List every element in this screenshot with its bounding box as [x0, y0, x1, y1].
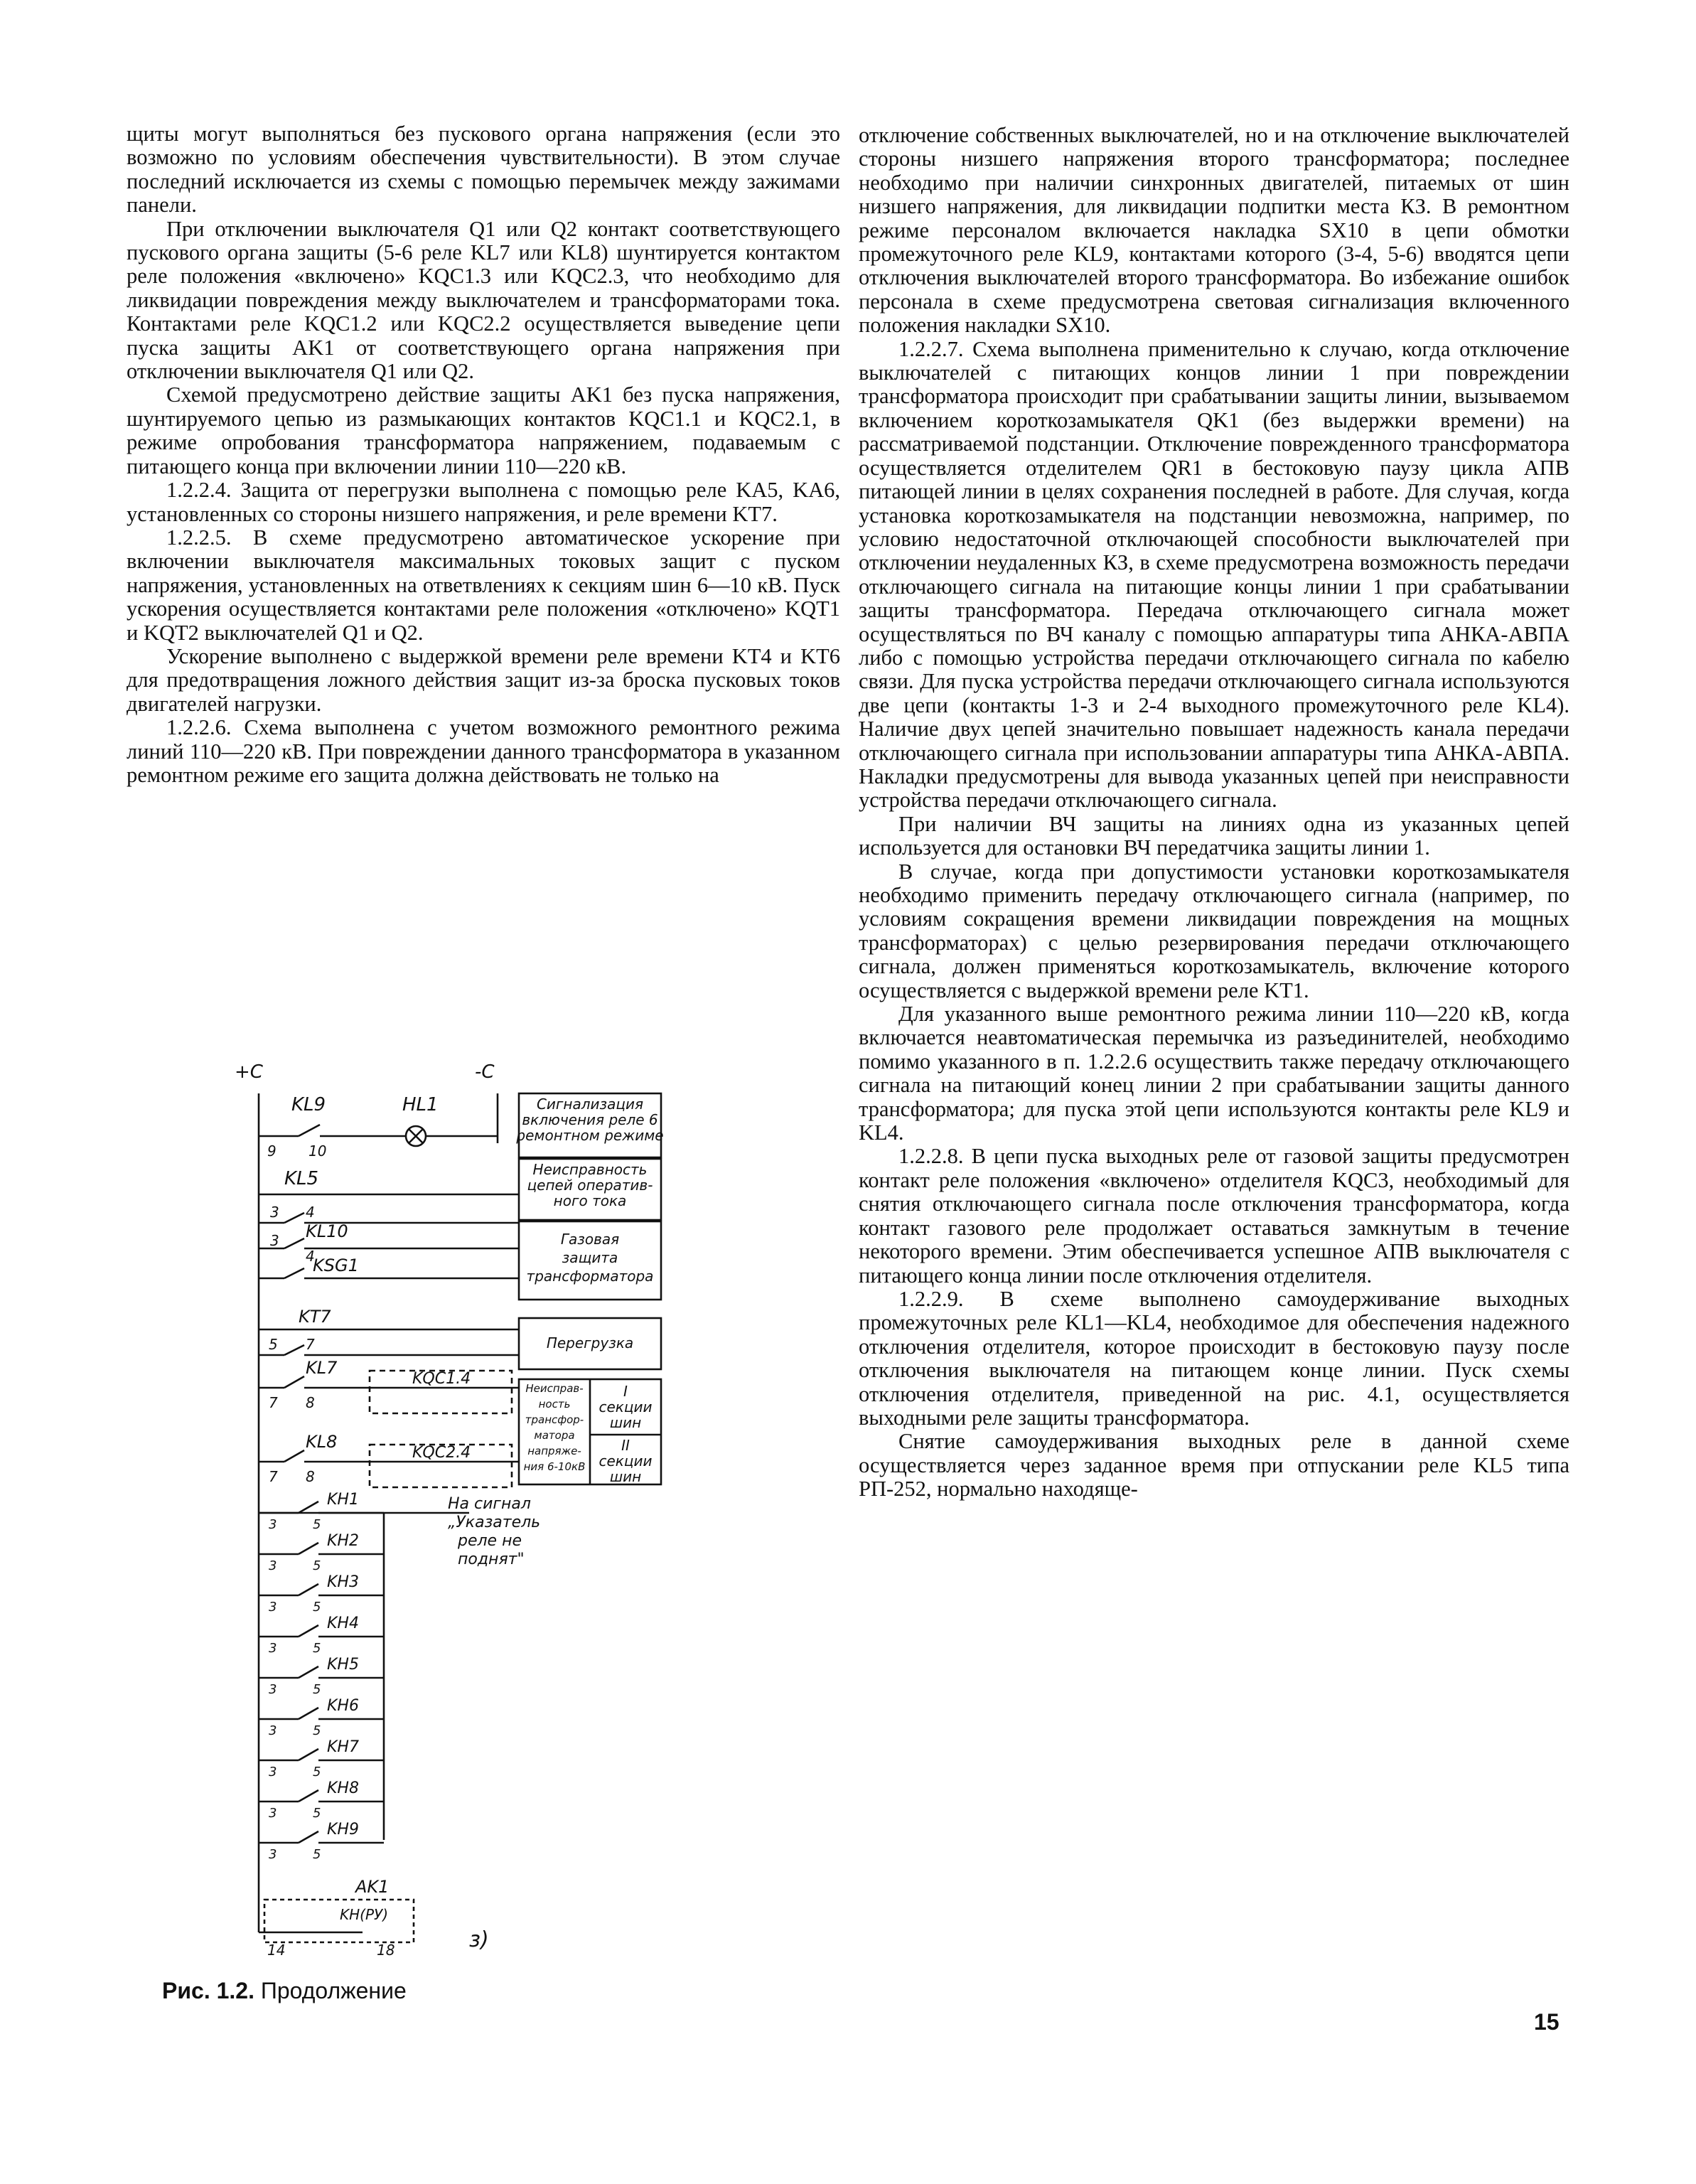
caption-text: Продолжение	[260, 1978, 407, 2003]
box3-line: Газовая	[560, 1231, 620, 1248]
kh-relay-label: KH3	[327, 1573, 359, 1591]
right-column-paragraph: Для указанного выше ремонтного режима линии 110—220 кВ, когда включается неавтоматическая перемычка из разъединителей, необходимо помимо указанного в п. 1.2.2.6 осуществить также передачу отключающего сигнала на питающий конец линии 2 при срабатывании защиты данного трансформатора; для пуска этой цепи используются контакты реле KL9 и KL4.	[859, 1002, 1569, 1145]
note-line-4: поднят"	[458, 1551, 525, 1568]
box4-line: Перегрузка	[546, 1334, 634, 1351]
kh-relay-label: KH1	[327, 1491, 359, 1509]
right-text-column	[859, 124, 1569, 1502]
kl8-terminal-1: 7	[269, 1468, 278, 1485]
kh-terminal-1: 3	[269, 1723, 277, 1738]
kl7-label: KL7	[306, 1358, 338, 1378]
kh-relay-label: KH5	[327, 1656, 359, 1674]
right-column-paragraph: 1.2.2.7. Схема выполнена применительно к случаю, когда отключение выключателей с питающих концов линии 1 при повреждении трансформатора происходит при срабатывании защиты линии, вызываемом включением короткозамыкателя QK1 (без выдержки времени) на рассматриваемой подстанции. Отключение поврежденного трансформатора осуществляется отделителем QR1 в бестоковую паузу цикла АПВ питающей линии в целях сохранения последней в работе. Для случая, когда установка короткозамыкателя на подстанции невозможна, например, по условию недостаточной отключающей способности выключателей при отключении неудаленных КЗ, в схеме предусмотрена возможность передачи отключающего сигнала на питающие концы линии 1 при срабатывании защиты трансформатора. Передача отключающего сигнала может осуществляться по ВЧ каналу с помощью аппаратуры типа АНКА-АВПА либо с помощью устройства передачи отключающего сигнала по кабелю связи. Для пуска устройства передачи отключающего сигнала используются две цепи (контакты 1-3 и 2-4 выходного промежуточного реле KL4). Наличие двух цепей значительно повышает надежность канала передачи отключающего сигнала при использовании аппаратуры типа АНКА-АВПА. Накладки предусмотрены для вывода указанных цепей при неисправности устройства передачи отключающего сигнала.	[859, 336, 1569, 813]
kl10-terminal-2: 4	[306, 1248, 315, 1265]
box5-line: напряже-	[527, 1445, 581, 1457]
kl8-label: KL8	[306, 1432, 338, 1452]
box5-line: Неисправ-	[525, 1382, 584, 1395]
kh-terminal-2: 5	[313, 1558, 321, 1573]
right-column-paragraph: В случае, когда при допустимости установки короткозамыкателя необходимо применить передачу отключающего сигнала (например, по условиям сокращения времени ликвидации повреждения на мощных трансформаторах) с целью резервирования передачи отключающего сигнала, должен применяться короткозамыкатель, включение которого осуществляется с выдержкой времени реле KT1.	[859, 859, 1569, 1002]
sub-figure-label: з)	[469, 1927, 489, 1952]
box2-line: ного тока	[553, 1192, 627, 1209]
kl9-terminal-2: 10	[308, 1142, 327, 1160]
left-column-paragraph: Схемой предусмотрено действие защиты AK1 без пуска напряжения, шунтируемого цепью из размыкающих контактов KQC1.1 и KQC2.1, в режиме опробования трансформатора напряжением, подаваемым с питающего конца при включении линии 110—220 кВ.	[127, 382, 840, 478]
kl9-label: KL9	[291, 1094, 326, 1115]
kh-terminal-1: 3	[269, 1558, 277, 1573]
kt7-label: KT7	[299, 1307, 331, 1327]
kh-terminal-1: 3	[269, 1600, 277, 1615]
box1-line: Сигнализация	[536, 1096, 644, 1113]
box7-line: секции	[599, 1452, 653, 1470]
right-column-paragraph: 1.2.2.9. В схеме выполнено самоудерживание выходных промежуточных реле KL1—KL4, необходимое для обеспечения надежного отключения отделителя, которое происходит в бестоковую паузу после отключения выключателя на питающем конце линии. Пуск схемы отключения отделителя, приведенной на рис. 4.1, осуществляется выходными реле защиты трансформатора.	[859, 1286, 1569, 1430]
left-column-paragraph: Ускорение выполнено с выдержкой времени реле времени KT4 и KT6 для предотвращения ложного действия защит из-за броска пусковых токов двигателей нагрузки.	[127, 643, 840, 716]
kh-relay-label: KH6	[327, 1697, 359, 1715]
kh-terminal-1: 3	[269, 1682, 277, 1697]
kh-terminal-2: 5	[313, 1682, 321, 1697]
kt7-terminal-2: 7	[306, 1336, 315, 1353]
kl5-terminal-2: 4	[306, 1204, 315, 1221]
box1-line: включения реле 6	[522, 1111, 658, 1128]
left-column-paragraph: 1.2.2.5. В схеме предусмотрено автоматическое ускорение при включении выключателя максимальных токовых защит с пуском напряжения, установленных на ответвлениях к секциям шин 6—10 кВ. Пуск ускорения осуществляется контактами реле положения «отключено» KQT1 и KQT2 выключателей Q1 и Q2.	[127, 525, 840, 645]
box5-line: ния 6-10кВ	[523, 1460, 586, 1473]
box3-line: защита	[562, 1249, 618, 1266]
kh-terminal-2: 5	[313, 1847, 321, 1862]
box6-line: секции	[599, 1398, 653, 1415]
box2-line: цепей оператив-	[527, 1177, 653, 1194]
kh-relay-label: KH9	[327, 1821, 359, 1838]
note-line-3: реле не	[458, 1532, 522, 1550]
note-line-1: На сигнал	[448, 1495, 531, 1513]
kl7-terminal-1: 7	[269, 1394, 278, 1411]
kl5-label: KL5	[284, 1168, 319, 1189]
box2-line: Неисправность	[532, 1161, 648, 1178]
kh-terminal-2: 5	[313, 1517, 321, 1532]
right-column-paragraph: отключение собственных выключателей, но и на отключение выключателей стороны низшего напряжения второго трансформатора; последнее необходимо при наличии синхронных двигателей, питаемых от шин низшего напряжения, для ликвидации подпитки места КЗ. В ремонтном режиме персоналом включается накладка SX10 в цепи обмотки промежуточного реле KL9, контактами которого (3-4, 5-6) вводятся цепи отключения выключателей второго трансформатора. Во избежание ошибок персонала в схеме предусмотрена световая сигнализация включенного положения накладки SX10.	[859, 123, 1569, 338]
box5-line: матора	[534, 1429, 575, 1442]
kh-terminal-2: 5	[313, 1765, 321, 1779]
kh-terminal-1: 3	[269, 1517, 277, 1532]
caption-prefix: Рис. 1.2.	[162, 1978, 254, 2003]
hl1-label: HL1	[402, 1094, 439, 1115]
kh-terminal-2: 5	[313, 1723, 321, 1738]
figure-caption	[162, 1978, 407, 2004]
kh-ru-label: KH(РУ)	[340, 1906, 389, 1923]
kl5-terminal-1: 3	[270, 1204, 279, 1221]
right-column-paragraph: 1.2.2.8. В цепи пуска выходных реле от газовой защиты предусмотрен контакт реле положения «включено» отделителя KQC3, необходимый для снятия отключающего сигнала после отключения трансформатора, когда контакт газового реле продолжает оставаться замкнутым в течение некоторого времени. Этим обеспечивается успешное АПВ выключателя с питающего конца линии после отключения отделителя.	[859, 1144, 1569, 1288]
left-column-paragraph: При отключении выключателя Q1 или Q2 контакт соответствующего пускового органа защиты (5-6 реле KL7 или KL8) шунтируется контактом реле положения «включено» KQC1.3 или KQC2.3, что необходимо для ликвидации повреждения между выключателем и трансформаторами тока. Контактами реле KQC1.2 или KQC2.2 осуществляется выведение цепи пуска защиты AK1 от соответствующего органа напряжения при отключении выключателя Q1 или Q2.	[127, 216, 840, 384]
box6-line: шин	[609, 1414, 642, 1431]
kt7-terminal-1: 5	[269, 1336, 278, 1353]
box1-line: ремонтном режиме	[516, 1127, 664, 1144]
box5-line: трансфор-	[525, 1413, 584, 1426]
kqc24-label: KQC2.4	[412, 1444, 471, 1462]
kl8-terminal-2: 8	[306, 1468, 315, 1485]
kh-relay-label: KH8	[327, 1779, 359, 1797]
minus-bus-label: -C	[475, 1061, 495, 1083]
box7-line: шин	[609, 1468, 642, 1485]
kh-terminal-2: 5	[313, 1806, 321, 1821]
kh-terminal-1: 3	[269, 1765, 277, 1779]
left-text-column	[127, 122, 840, 787]
page-number: 15	[1534, 2009, 1560, 2035]
kl10-label: KL10	[306, 1221, 348, 1241]
kh-terminal-1: 3	[269, 1847, 277, 1862]
left-column-paragraph: 1.2.2.6. Схема выполнена с учетом возможного ремонтного режима линий 110—220 кВ. При повреждении данного трансформатора в указанном ремонтном режиме его защита должна действовать не только на	[127, 715, 840, 787]
plus-bus-label: +C	[235, 1061, 263, 1083]
kh-terminal-2: 5	[313, 1600, 321, 1615]
box5-line: ность	[538, 1398, 571, 1410]
left-column-paragraph: щиты могут выполняться без пускового органа напряжения (если это возможно по условиям обеспечения чувствительности). В этом случае последний исключается из схемы с помощью перемычек между зажимами панели.	[127, 122, 840, 218]
box7-line: II	[621, 1437, 630, 1454]
kl7-terminal-2: 8	[306, 1394, 315, 1411]
kh-terminal-1: 3	[269, 1806, 277, 1821]
kh-terminal-2: 5	[313, 1641, 321, 1656]
relay-circuit-diagram	[235, 1058, 746, 1975]
kh-relay-label: KH4	[327, 1615, 359, 1632]
ksg1-label: KSG1	[313, 1256, 359, 1275]
ak1-terminal-1: 14	[267, 1942, 286, 1959]
right-column-paragraph: При наличии ВЧ защиты на линиях одна из указанных цепей используется для остановки ВЧ передатчика защиты линии 1.	[859, 811, 1569, 860]
kh-relay-label: KH2	[327, 1532, 359, 1550]
kl9-terminal-1: 9	[267, 1142, 277, 1160]
kl10-terminal-1: 3	[270, 1232, 279, 1249]
ak1-terminal-2: 18	[377, 1942, 395, 1959]
right-column-paragraph: Снятие самоудерживания выходных реле в данной схеме осуществляется через заданное время при отпускании реле KL5 типа РП-252, нормально находяще-	[859, 1429, 1569, 1502]
kqc14-label: KQC1.4	[412, 1370, 471, 1388]
ak1-label: AK1	[355, 1877, 390, 1897]
left-column-paragraph: 1.2.2.4. Защита от перегрузки выполнена с помощью реле KA5, KA6, установленных со стороны низшего напряжения, и реле времени KT7.	[127, 478, 840, 526]
kh-relay-label: KH7	[327, 1738, 359, 1756]
note-line-2: „Указатель	[448, 1514, 541, 1531]
kh-terminal-1: 3	[269, 1641, 277, 1656]
box3-line: трансформатора	[526, 1268, 654, 1285]
box6-line: I	[623, 1383, 628, 1400]
